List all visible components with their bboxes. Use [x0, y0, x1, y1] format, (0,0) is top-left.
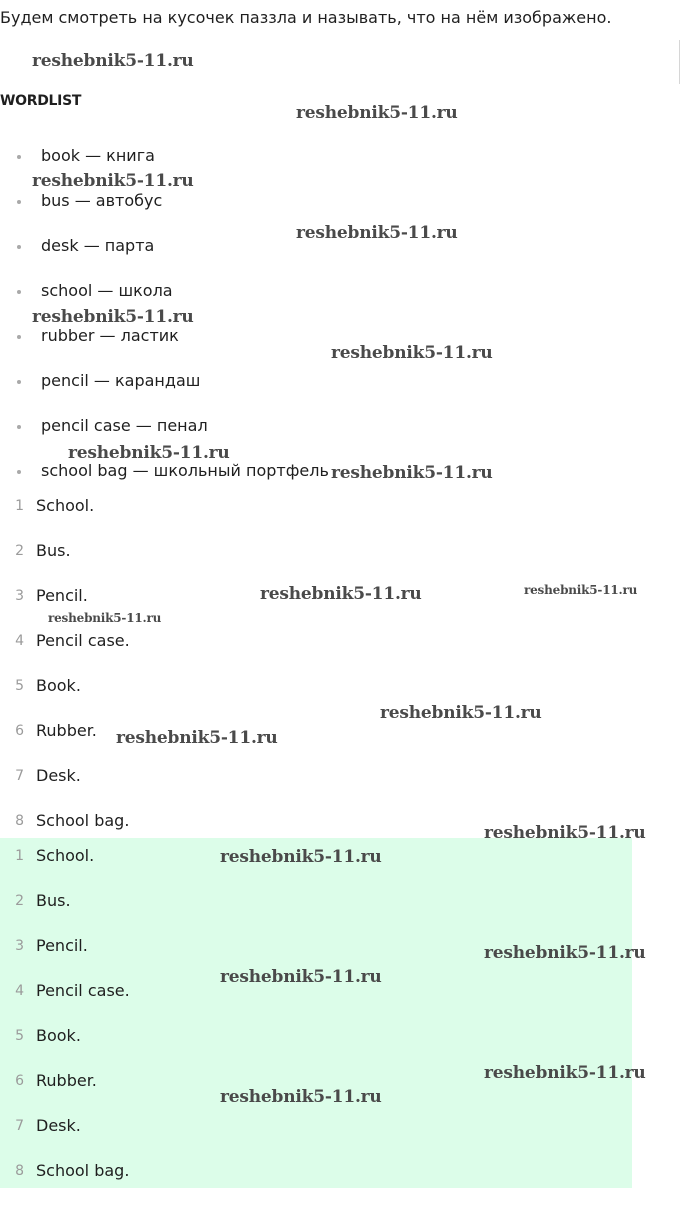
watermark: reshebnik5-11.ru: [220, 967, 382, 987]
bullet-icon: [17, 245, 21, 249]
item-number: 3: [15, 938, 24, 954]
item-text: Rubber.: [36, 1071, 97, 1090]
item-number: 7: [15, 768, 24, 784]
bullet-icon: [17, 335, 21, 339]
watermark: reshebnik5-11.ru: [296, 103, 458, 123]
intro-text: Будем смотреть на кусочек паззла и называть, что на нём изображено.: [0, 8, 612, 27]
item-text: School bag.: [36, 811, 130, 830]
item-text: School bag.: [36, 1161, 130, 1180]
item-number: 4: [15, 633, 24, 649]
bullet-icon: [17, 425, 21, 429]
answer-item: [0, 933, 130, 978]
item-text: Bus.: [36, 541, 71, 560]
watermark: reshebnik5-11.ru: [220, 847, 382, 867]
wordlist-item-text: school — школа: [41, 281, 173, 300]
item-text: Rubber.: [36, 721, 97, 740]
watermark: reshebnik5-11.ru: [331, 463, 493, 483]
wordlist-item: [0, 233, 329, 278]
bullet-icon: [17, 380, 21, 384]
item-number: 6: [15, 1073, 24, 1089]
item-text: Pencil case.: [36, 631, 130, 650]
watermark: reshebnik5-11.ru: [116, 728, 278, 748]
watermark: reshebnik5-11.ru: [220, 1087, 382, 1107]
exercise-item: [0, 718, 130, 763]
exercise-item: [0, 763, 130, 808]
item-text: Book.: [36, 676, 81, 695]
wordlist-item-text: rubber — ластик: [41, 326, 179, 345]
bullet-icon: [17, 200, 21, 204]
watermark: reshebnik5-11.ru: [484, 1063, 646, 1083]
watermark: reshebnik5-11.ru: [48, 611, 162, 625]
watermark: reshebnik5-11.ru: [331, 343, 493, 363]
item-number: 1: [15, 848, 24, 864]
wordlist-item-text: pencil case — пенал: [41, 416, 208, 435]
bullet-icon: [17, 290, 21, 294]
wordlist-heading: WORDLIST: [0, 93, 82, 109]
bullet-icon: [17, 155, 21, 159]
watermark: reshebnik5-11.ru: [484, 943, 646, 963]
exercise-item: [0, 628, 130, 673]
watermark: reshebnik5-11.ru: [32, 51, 194, 71]
watermark: reshebnik5-11.ru: [32, 307, 194, 327]
answer-item: [0, 978, 130, 1023]
wordlist-item-text: bus — автобус: [41, 191, 163, 210]
item-number: 5: [15, 1028, 24, 1044]
watermark: reshebnik5-11.ru: [32, 171, 194, 191]
watermark: reshebnik5-11.ru: [524, 583, 638, 597]
answer-item: [0, 1158, 130, 1203]
watermark: reshebnik5-11.ru: [260, 584, 422, 604]
answer-item: [0, 1068, 130, 1113]
item-number: 8: [15, 1163, 24, 1179]
item-number: 2: [15, 543, 24, 559]
wordlist-item: [0, 188, 329, 233]
item-text: Book.: [36, 1026, 81, 1045]
item-number: 8: [15, 813, 24, 829]
watermark: reshebnik5-11.ru: [484, 823, 646, 843]
item-number: 3: [15, 588, 24, 604]
wordlist-item: [0, 323, 329, 368]
item-text: School.: [36, 496, 95, 515]
item-number: 4: [15, 983, 24, 999]
item-text: School.: [36, 846, 95, 865]
watermark: reshebnik5-11.ru: [380, 703, 542, 723]
answer-list: [0, 843, 130, 1203]
item-number: 7: [15, 1118, 24, 1134]
item-number: 1: [15, 498, 24, 514]
item-number: 6: [15, 723, 24, 739]
answer-item: [0, 1113, 130, 1158]
wordlist-item-text: desk — парта: [41, 236, 155, 255]
answer-item: [0, 1023, 130, 1068]
bullet-icon: [17, 470, 21, 474]
item-text: Desk.: [36, 1116, 81, 1135]
wordlist-item-text: pencil — карандаш: [41, 371, 201, 390]
item-text: Pencil.: [36, 936, 88, 955]
watermark: reshebnik5-11.ru: [68, 443, 230, 463]
wordlist-item-text: book — книга: [41, 146, 155, 165]
item-text: Pencil case.: [36, 981, 130, 1000]
exercise-item: [0, 538, 130, 583]
wordlist-item-text: school bag — школьный портфель: [41, 461, 329, 480]
wordlist-item: [0, 368, 329, 413]
item-text: Pencil.: [36, 586, 88, 605]
watermark: reshebnik5-11.ru: [296, 223, 458, 243]
item-number: 5: [15, 678, 24, 694]
exercise-item: [0, 493, 130, 538]
item-text: Bus.: [36, 891, 71, 910]
answer-item: [0, 888, 130, 933]
answer-item: [0, 843, 130, 888]
item-number: 2: [15, 893, 24, 909]
exercise-item: [0, 673, 130, 718]
exercise-list: [0, 493, 130, 853]
item-text: Desk.: [36, 766, 81, 785]
